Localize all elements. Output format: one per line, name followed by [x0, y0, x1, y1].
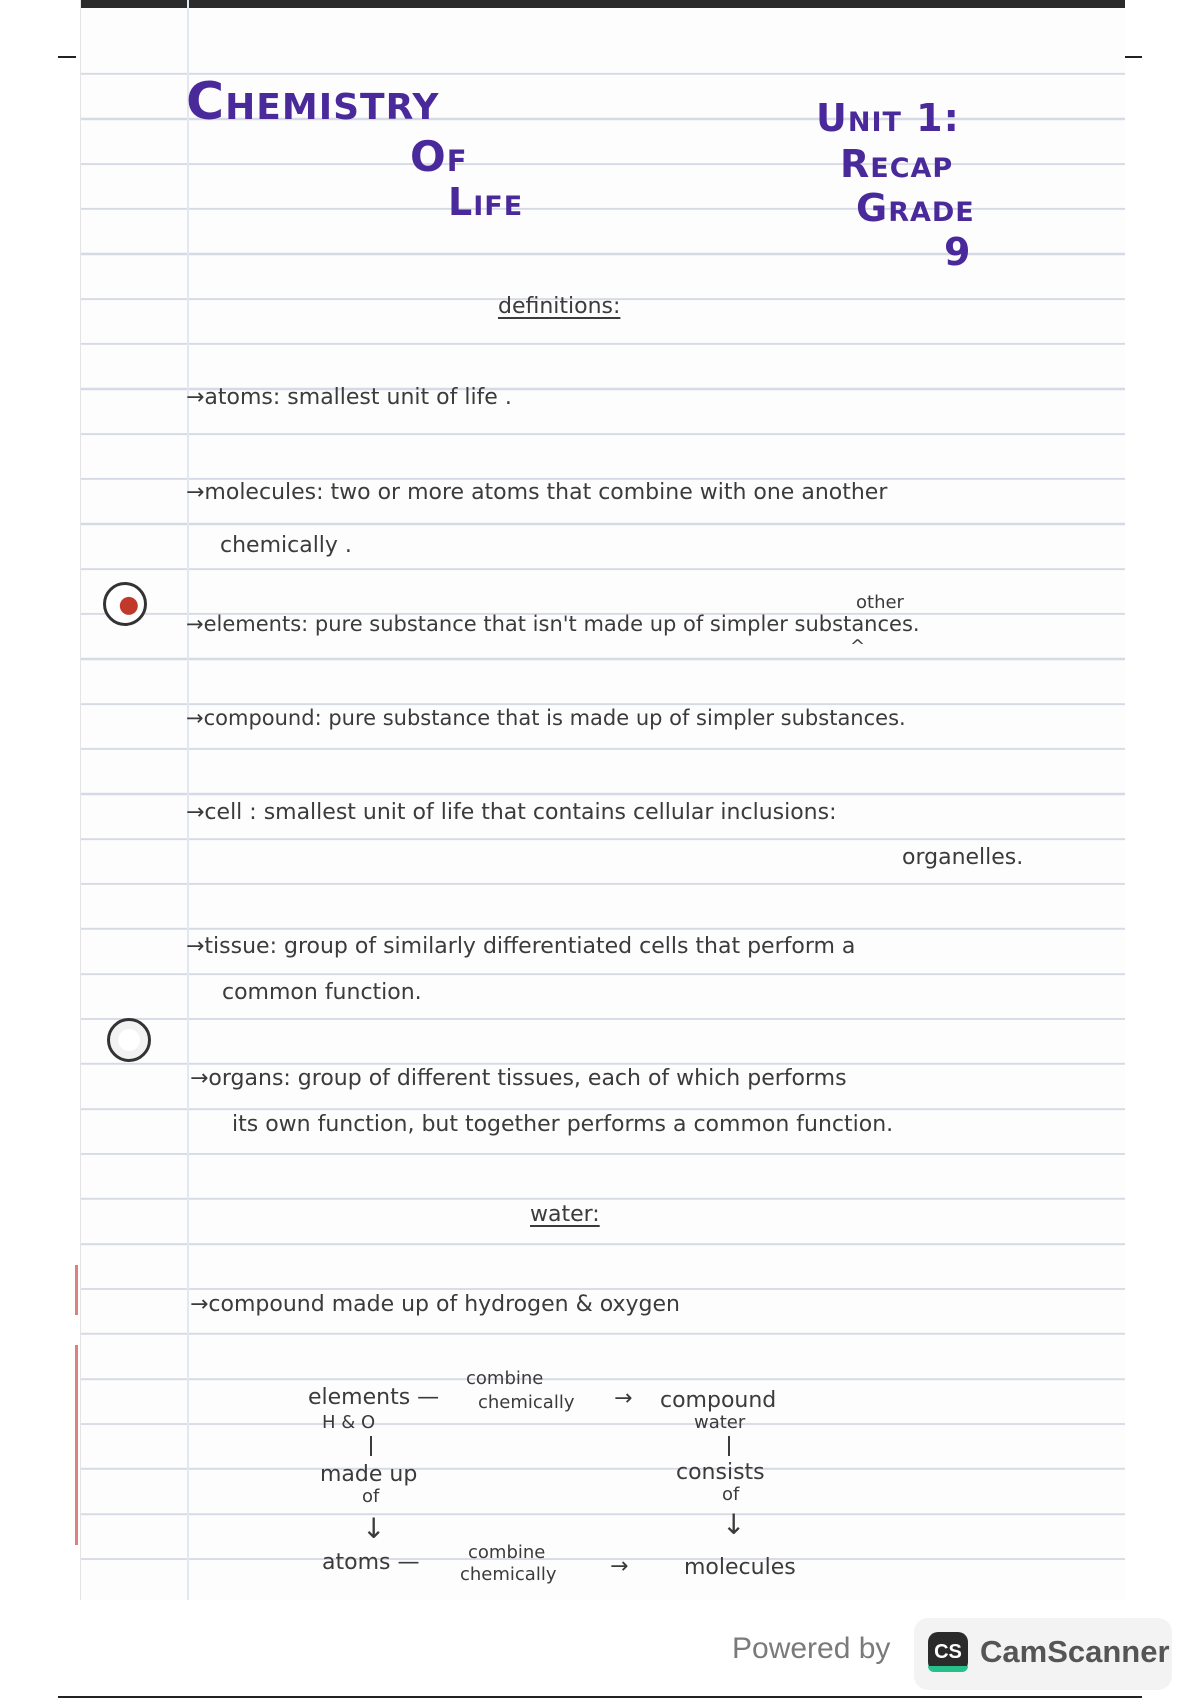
diagram-down-arrow-right: ↓ — [722, 1508, 746, 1541]
diagram-made-up: made up — [320, 1462, 418, 1487]
connector-line-left — [370, 1436, 372, 1456]
unit-grade-number: 9 — [944, 230, 972, 274]
powered-by-text: Powered by — [732, 1632, 891, 1665]
right-edge-mark — [1124, 56, 1142, 58]
definition-tissue-line-2: common function. — [222, 980, 422, 1005]
insertion-caret: ^ — [850, 636, 866, 657]
diagram-arrow-top: → — [614, 1386, 633, 1411]
binding-edge-mark — [75, 1345, 78, 1545]
diagram-combine-top: combine — [466, 1368, 544, 1389]
punch-hole — [103, 582, 147, 626]
connector-line-right — [728, 1436, 730, 1456]
diagram-atoms: atoms — — [322, 1550, 420, 1575]
camscanner-logo-icon: CS — [928, 1632, 968, 1672]
diagram-water: water — [694, 1412, 746, 1433]
diagram-consists: consists — [676, 1460, 765, 1485]
bottom-rule — [58, 1696, 1142, 1698]
page-title-line-3: Life — [448, 180, 524, 224]
water-definition: →compound made up of hydrogen & oxygen — [190, 1292, 680, 1317]
binding-edge-mark — [75, 1265, 78, 1315]
camscanner-brand: CamScanner — [980, 1634, 1170, 1669]
definition-cell-line-1: →cell : smallest unit of life that contains cellular inclusions: — [186, 800, 837, 825]
definitions-heading: definitions: — [498, 294, 621, 319]
diagram-chemically-top: chemically — [478, 1392, 575, 1413]
unit-label: Unit 1: — [816, 96, 960, 140]
diagram-chemically-bottom: chemically — [460, 1564, 557, 1585]
definition-organs-line-2: its own function, but together performs a common function. — [232, 1112, 894, 1137]
left-edge-mark — [58, 56, 76, 58]
unit-recap: Recap — [840, 142, 954, 186]
diagram-of-left: of — [362, 1486, 380, 1507]
camscanner-badge — [914, 1618, 1172, 1690]
definition-compound: →compound: pure substance that is made up of simpler substances. — [186, 706, 906, 730]
diagram-molecules: molecules — [684, 1555, 796, 1580]
diagram-of-right: of — [722, 1484, 740, 1505]
diagram-elements: elements — — [308, 1385, 440, 1410]
page-title-line-2: Of — [410, 132, 468, 181]
diagram-arrow-bottom: → — [610, 1554, 629, 1579]
definition-molecules-line-1: →molecules: two or more atoms that combine with one another — [186, 480, 888, 505]
page-title-line-1: Chemistry — [186, 72, 440, 132]
definition-molecules-line-2: chemically . — [220, 533, 352, 558]
definition-elements: →elements: pure substance that isn't made up of simpler substances. — [186, 612, 920, 636]
punch-hole — [107, 1018, 151, 1062]
definition-cell-line-2: organelles. — [902, 845, 1024, 870]
diagram-down-arrow-left: ↓ — [362, 1512, 386, 1545]
diagram-combine-bottom: combine — [468, 1542, 546, 1563]
definition-tissue-line-1: →tissue: group of similarly differentiated cells that perform a — [186, 934, 856, 959]
diagram-h-and-o: H & O — [322, 1412, 376, 1433]
unit-grade: Grade — [856, 186, 975, 230]
diagram-compound: compound — [660, 1388, 777, 1413]
page-top-edge — [81, 0, 1125, 8]
definition-elements-insertion: other — [856, 592, 904, 613]
water-heading: water: — [530, 1202, 600, 1227]
definition-organs-line-1: →organs: group of different tissues, each of which performs — [190, 1066, 847, 1091]
definition-atoms: →atoms: smallest unit of life . — [186, 385, 512, 410]
